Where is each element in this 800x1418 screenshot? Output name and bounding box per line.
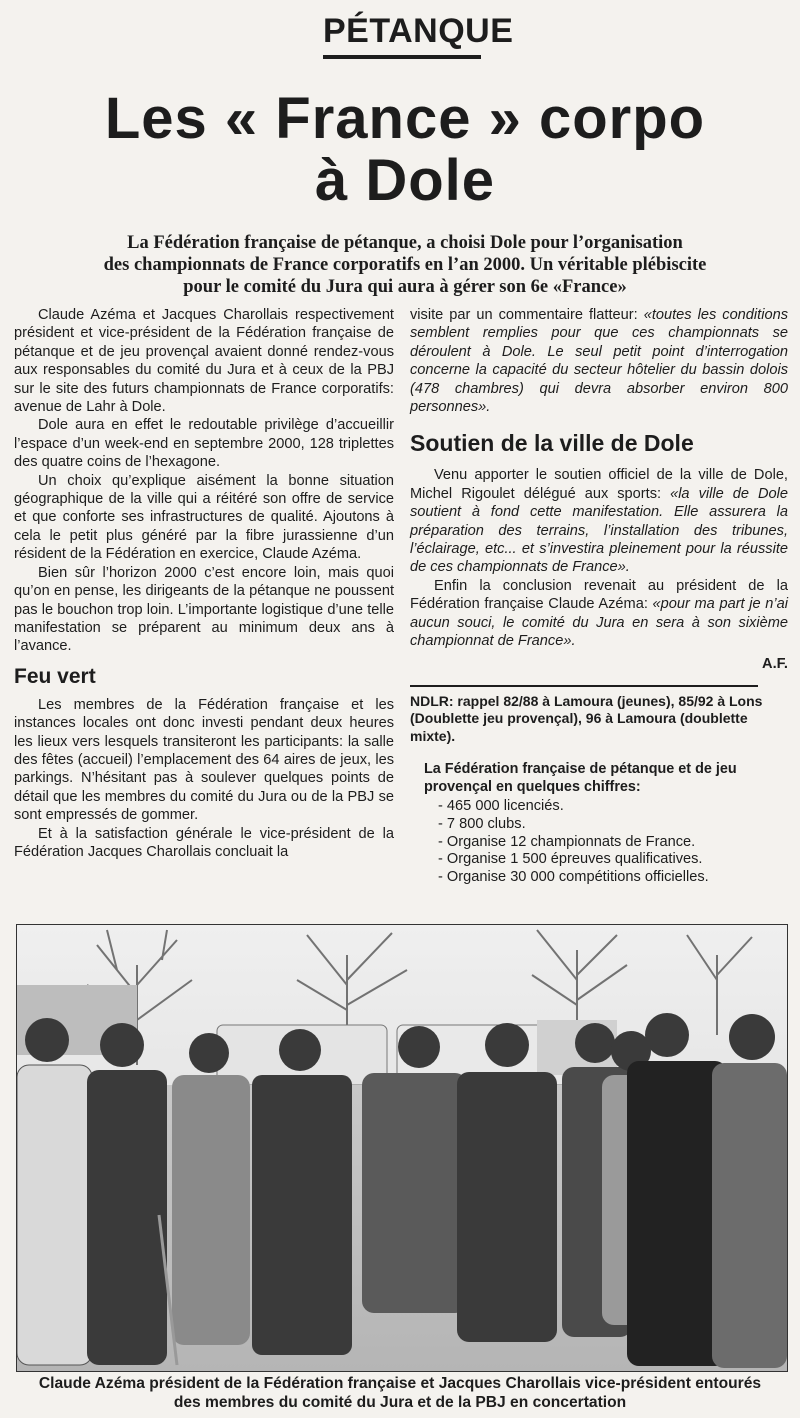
photo-caption xyxy=(10,1374,790,1412)
headline xyxy=(40,88,770,212)
body-paragraph-4: Bien sûr l’horizon 2000 c’est encore loin, mais quoi qu’on en pense, les dirigeants de la pétanque ne poussent pas le bouchon trop loin. L’importante logistique d’une telle manifestation se préparent au minimum deux ans à l’avance. xyxy=(14,564,394,655)
headline-line-2: à Dole xyxy=(314,148,496,213)
body-paragraph-1: Claude Azéma et Jacques Charollais respectivement président et vice-président de la Fédération française de pétanque et de jeu provençal avaient donné rendez-vous aux responsables du comité du Jura et à ceux de la PBJ sur le site des futurs championnats de France corporatifs: avenue de Lahr à Dole. xyxy=(14,307,394,416)
body-paragraph-9-quote: «pour ma part je n’ai aucun souci, le comité du Jura en sera à son sixième championnat de France». xyxy=(410,596,789,650)
caption-line-2: des membres du comité du Jura et de la PBJ en concertation xyxy=(173,1394,627,1411)
body-paragraph-7 xyxy=(410,306,788,416)
lead-line-2: des championnats de France corporatifs en l’an 2000. Un véritable plébiscite xyxy=(103,255,707,275)
subhead-soutien: Soutien de la ville de Dole xyxy=(410,430,694,457)
facts-item: - Organise 1 500 épreuves qualificatives. xyxy=(438,851,788,869)
lead-line-3: pour le comité du Jura qui aura à gérer son 6e «France» xyxy=(183,277,627,297)
article-column-right xyxy=(410,306,788,886)
subhead-feu-vert: Feu vert xyxy=(14,664,96,688)
facts-title: La Fédération française de pétanque et de jeu provençal en quelques chiffres: xyxy=(424,761,737,795)
headline-line-1: Les « France » corpo xyxy=(104,86,706,151)
article-column-left xyxy=(14,306,394,861)
facts-item: - Organise 12 championnats de France. xyxy=(438,834,788,852)
body-paragraph-2: Dole aura en effet le redoutable privilège d’accueillir l’espace d’un week-end en septembre 2000, 128 triplettes des quatre coins de l’hexagone. xyxy=(14,417,394,471)
section-kicker: PÉTANQUE xyxy=(323,12,481,59)
facts-item: - 465 000 licenciés. xyxy=(438,798,788,816)
body-paragraph-9-text: Enfin la conclusion revenait au président de la Fédération française Claude Azéma: xyxy=(410,577,788,613)
facts-item: - Organise 30 000 compétitions officielles. xyxy=(438,869,788,887)
author-signature: A.F. xyxy=(762,655,788,672)
caption-line-1: Claude Azéma président de la Fédération française et Jacques Charollais vice-président entourés xyxy=(38,1375,762,1392)
body-paragraph-8 xyxy=(410,466,788,576)
lead-paragraph xyxy=(40,232,770,298)
lead-line-1: La Fédération française de pétanque, a choisi Dole pour l’organisation xyxy=(127,233,683,253)
body-paragraph-8-text: Venu apporter le soutien officiel de la ville de Dole, Michel Rigoulet délégué aux sports: xyxy=(410,467,788,502)
body-paragraph-7-text: visite par un commentaire flatteur: xyxy=(410,307,644,323)
body-paragraph-5: Les membres de la Fédération française et les instances locales ont donc investi pendant deux heures les lieux vers lesquels transiteront les participants: la salle des fêtes (accueil) l’emplacement des 64 aires de jeux, les parkings. N’hésitant pas à soulever quelques points de détail que les membres du comité du Jura ou de la PBJ se sont empressés de gommer. xyxy=(14,696,394,824)
body-paragraph-9 xyxy=(410,577,788,651)
body-paragraph-6: Et à la satisfaction générale le vice-président de la Fédération Jacques Charollais concluait la xyxy=(14,825,394,860)
facts-item: - 7 800 clubs. xyxy=(438,816,788,834)
body-paragraph-7-quote: «toutes les conditions semblent remplies pour que ces championnats se déroulent à Dole. Le seul petit point d’interrogation concerne la capacité du secteur hôtelier du bassin dolois (478 chambres) qui devra absorber environ 800 personnes». xyxy=(410,307,788,416)
facts-list xyxy=(438,798,788,886)
ndlr-divider xyxy=(410,685,758,687)
group-photo-illustration xyxy=(17,925,787,1371)
ndlr-note: NDLR: rappel 82/88 à Lamoura (jeunes), 85/92 à Lons (Doublette jeu provençal), 96 à Lamoura (doublette mixte). xyxy=(410,692,763,744)
body-paragraph-8-quote: «la ville de Dole soutient à fond cette manifestation. Elle assurera la préparation des terrains, l’installation des tribunes, l’éclairage, etc... et s’investira pleinement pour la réussite de ces championnats de France». xyxy=(410,485,788,576)
body-paragraph-3: Un choix qu’explique aisément la bonne situation géographique de la ville qui a réitéré son offre de service et que conforte ses infrastructures de qualité. Ajoutons à cela le petit plus généré par la fibre jurassienne d’un résident de la Fédération en exercice, Claude Azéma. xyxy=(14,472,394,563)
group-photo xyxy=(16,924,788,1372)
